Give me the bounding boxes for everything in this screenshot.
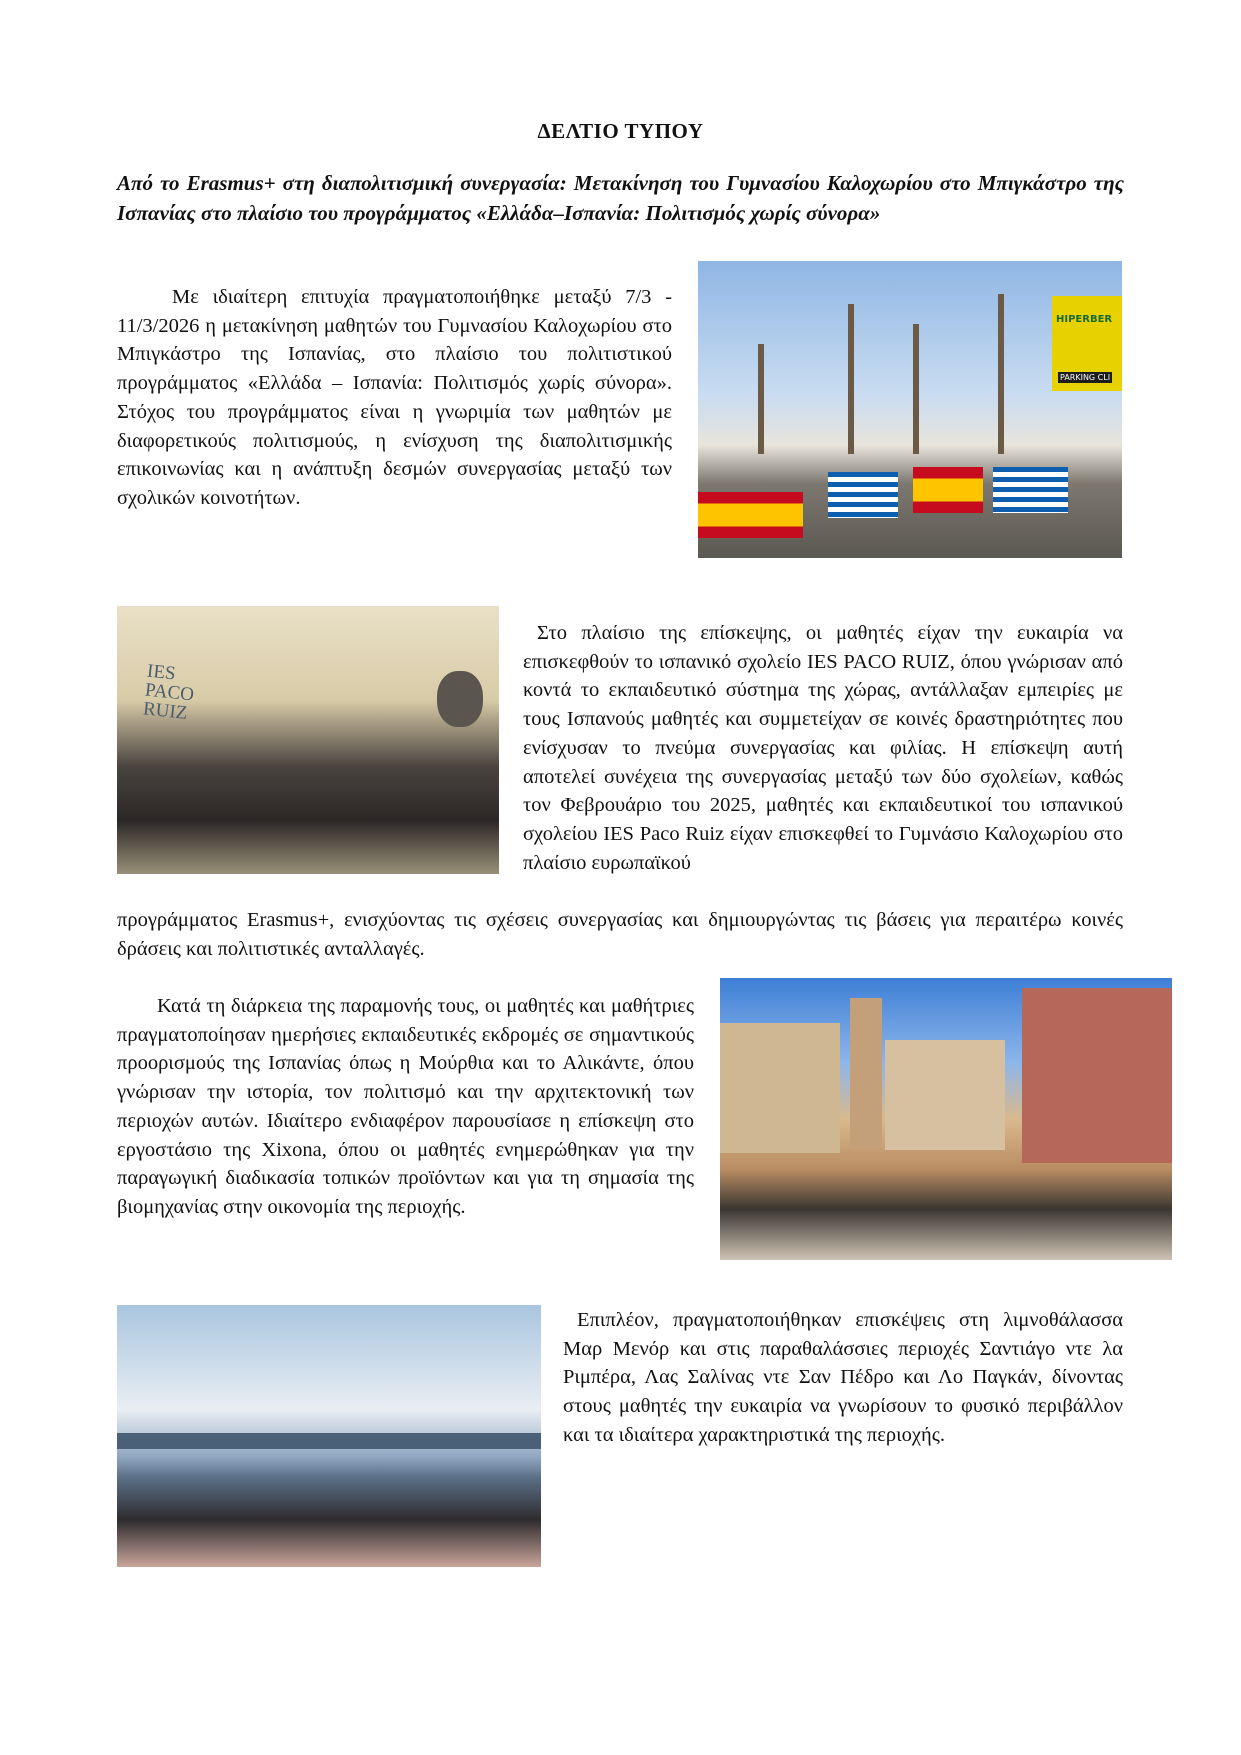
headline: Από το Erasmus+ στη διαπολιτισμική συνεργασία: Μετακίνηση του Γυμνασίου Καλοχωρίου στο Μπιγκάστρο της Ισπανίας στο πλαίσιο του προγράμματος «Ελλάδα–Ισπανία: Πολιτισμός χωρίς σύνορα» [117,171,1124,225]
paragraph-school-visit-continued: προγράμματος Erasmus+, ενισχύοντας τις σχέσεις συνεργασίας και δημιουργώντας τις βάσεις για περαιτέρω κοινές δράσεις και πολιτιστικές ανταλλαγές. [117,909,1123,960]
school-sign-line1: IES [146,660,177,685]
school-sign-line2: PACO [144,679,195,706]
parking-sign: PARKING CLI [1060,373,1111,382]
paragraph-intro: Με ιδιαίτερη επιτυχία πραγματοποιήθηκε μεταξύ 7/3 - 11/3/2026 η μετακίνηση μαθητών του Γυμνασίου Καλοχωρίου στο Μπιγκάστρο της Ισπανίας, στο πλαίσιο του πολιτιστικού προγράμματος «Ελλάδα – Ισπανία: Πολιτισμός χωρίς σύνορα». Στόχος του προγράμματος είναι η γνωριμία των μαθητών με διαφορετικούς πολιτισμούς, η ενίσχυση της διαπολιτισμικής επικοινωνίας και η ανάπτυξη δεσμών συνεργασίας μεταξύ των σχολικών κοινοτήτων. [117,286,672,509]
paragraph-school-visit: Στο πλαίσιο της επίσκεψης, οι μαθητές είχαν την ευκαιρία να επισκεφθούν το ισπανικό σχολείο IES PACO RUIZ, όπου γνώρισαν από κοντά το εκπαιδευτικό σύστημα της χώρας, αντάλλαξαν εμπειρίες με τους Ισπανούς μαθητές και συμμετείχαν σε κοινές δραστηριότητες που ενίσχυσαν το πνεύμα συνεργασίας και φιλίας. Η επίσκεψη αυτή αποτελεί συνέχεια της συνεργασίας μεταξύ των δύο σχολείων, καθώς τον Φεβρουάριο του 2025, μαθητές και εκπαιδευτικοί του ισπανικού σχολείου IES Paco Ruiz είχαν επισκεφθεί το Γυμνάσιο Καλοχωρίου στο πλαίσιο ευρωπαϊκού [523,622,1123,874]
school-sign-line3: RUIZ [142,698,189,724]
photo-cathedral-square [720,978,1172,1260]
photo-students-with-flags [698,261,1122,558]
document-title: ΔΕΛΤΙΟ ΤΥΠΟΥ [537,119,704,143]
store-sign: HIPERBER [1056,314,1113,325]
paragraph-excursions: Κατά τη διάρκεια της παραμονής τους, οι μαθητές και μαθήτριες πραγματοποίησαν ημερήσιες εκπαιδευτικές εκδρομές σε σημαντικούς προορισμούς της Ισπανίας όπως η Μούρθια και το Αλικάντε, όπου γνώρισαν την ιστορία, τον πολιτισμό και την αρχιτεκτονική των περιοχών αυτών. Ιδιαίτερο ενδιαφέρον παρουσίασε η επίσκεψη στο εργοστάσιο της Xixona, όπου οι μαθητές ενημερώθηκαν για την παραγωγική διαδικασία τοπικών προϊόντων και για τη σημασία της βιομηχανίας στην οικονομία της περιοχής. [117,995,694,1218]
photo-lagoon-group [117,1305,541,1567]
photo-school-entrance [117,606,499,874]
paragraph-coastal-visits: Επιπλέον, πραγματοποιήθηκαν επισκέψεις στη λιμνοθάλασσα Μαρ Μενόρ και στις παραθαλάσσιες περιοχές Σαντιάγο ντε λα Ριμπέρα, Λας Σαλίνας ντε Σαν Πέδρο και Λο Παγκάν, δίνοντας στους μαθητές την ευκαιρία να γνωρίσουν το φυσικό περιβάλλον και τα ιδιαίτερα χαρακτηριστικά της περιοχής. [563,1309,1123,1446]
